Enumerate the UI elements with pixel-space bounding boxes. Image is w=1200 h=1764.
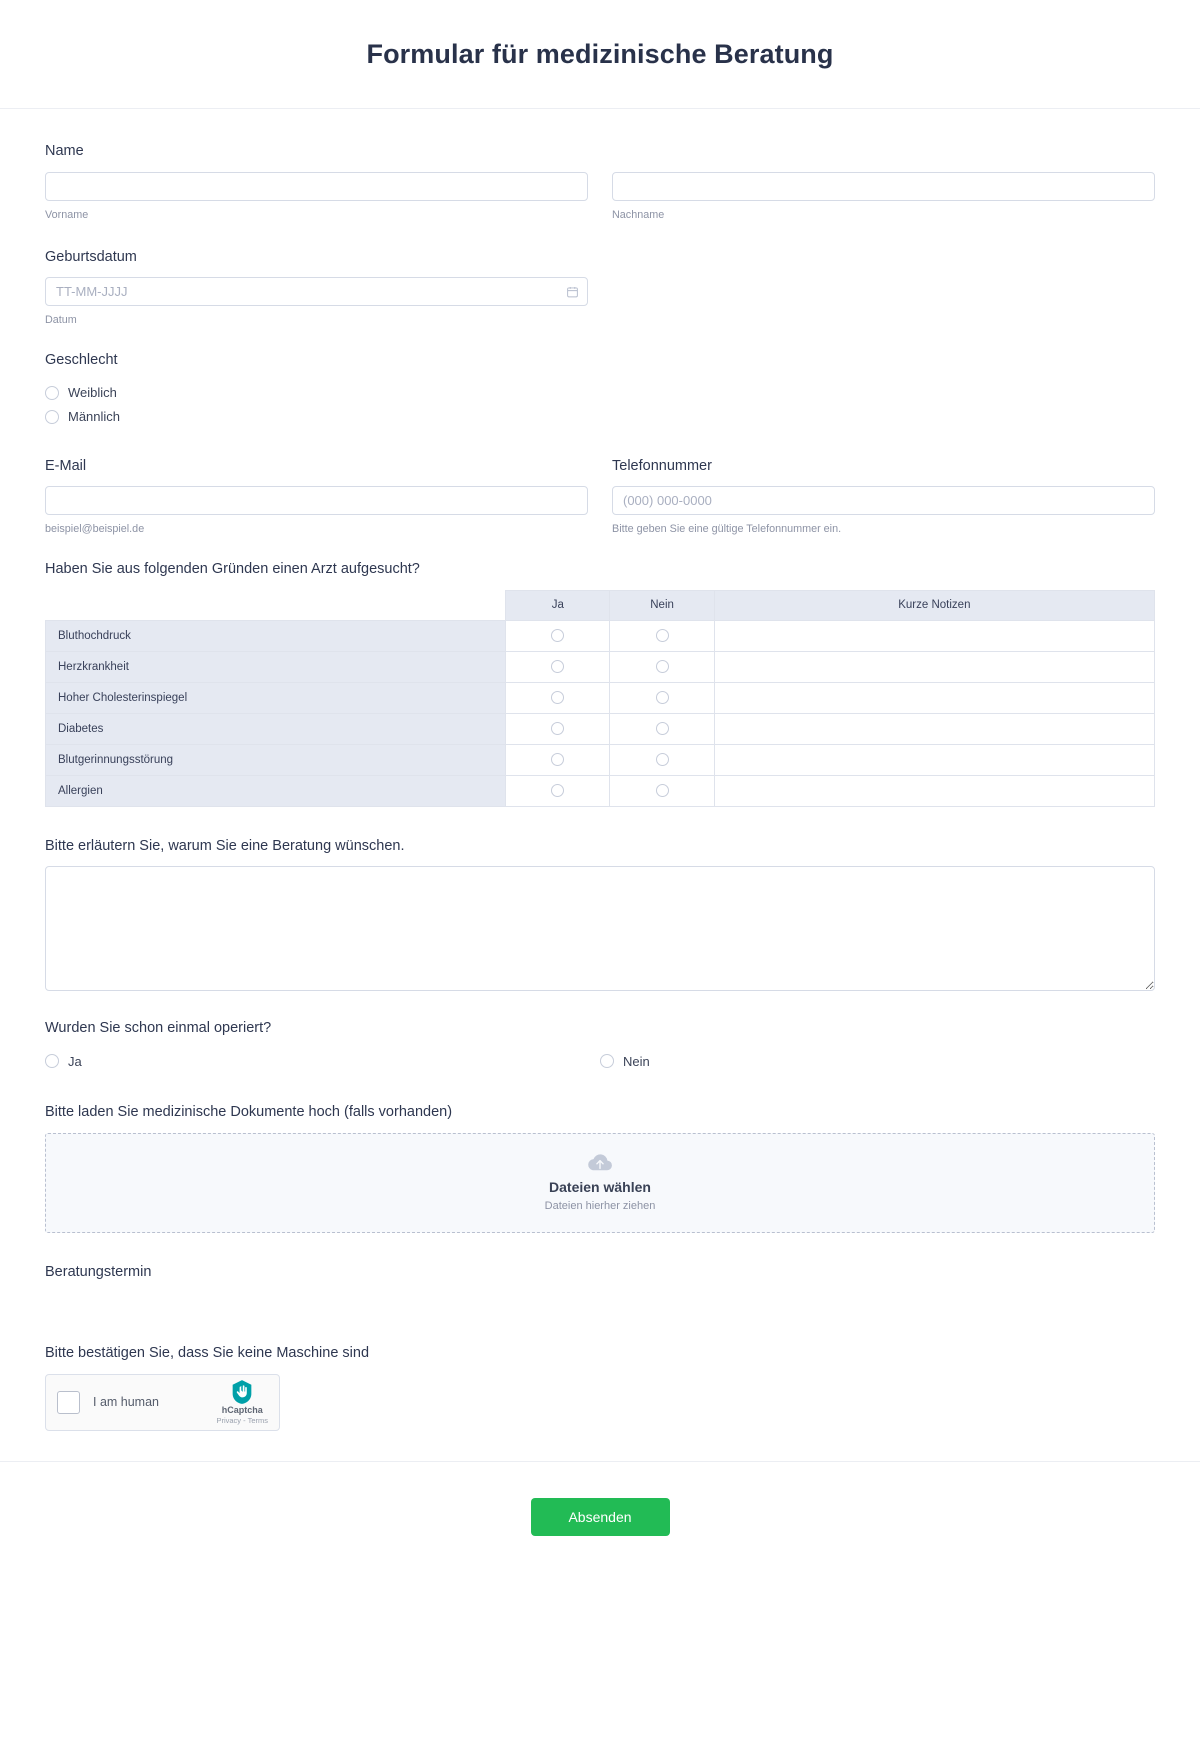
birthdate-group (45, 277, 588, 327)
page-title: Formular für medizinische Beratung (366, 38, 834, 69)
field-contact (45, 457, 1155, 537)
matrix-cell-ja[interactable] (506, 620, 610, 651)
matrix-corner-cell (46, 590, 506, 620)
surgery-option-label: Nein (623, 1053, 650, 1069)
radio-icon[interactable] (551, 753, 564, 766)
matrix-cell-nein[interactable] (610, 620, 714, 651)
matrix-cell-nein[interactable] (610, 744, 714, 775)
matrix-row-label: Blutgerinnungsstörung (46, 744, 506, 775)
reason-textarea[interactable] (45, 866, 1155, 991)
field-appointment (45, 1263, 1155, 1311)
matrix-cell-nein[interactable] (610, 775, 714, 806)
first-name-input[interactable] (45, 172, 588, 201)
matrix-row-label: Diabetes (46, 713, 506, 744)
field-birthdate (45, 248, 1155, 328)
last-name-sublabel: Nachname (612, 208, 665, 221)
table-row (46, 713, 1155, 744)
radio-icon[interactable] (45, 1054, 59, 1068)
hcaptcha-brand (216, 1379, 268, 1425)
hcaptcha-widget[interactable] (45, 1374, 280, 1431)
gender-option-label: Weiblich (68, 385, 117, 401)
table-row (46, 682, 1155, 713)
email-group (45, 457, 588, 537)
matrix-cell-ja[interactable] (506, 651, 610, 682)
matrix-col-ja: Ja (506, 590, 610, 620)
radio-icon[interactable] (551, 691, 564, 704)
surgery-label: Wurden Sie schon einmal operiert? (45, 1020, 272, 1037)
field-captcha (45, 1344, 1155, 1431)
last-name-group (612, 172, 1155, 222)
birthdate-input[interactable] (45, 277, 588, 306)
phone-label: Telefonnummer (612, 457, 712, 474)
radio-icon[interactable] (551, 660, 564, 673)
matrix-cell-nein[interactable] (610, 651, 714, 682)
radio-icon[interactable] (45, 410, 59, 424)
field-surgery (45, 1019, 1155, 1073)
matrix-cell-notes[interactable] (714, 651, 1154, 682)
matrix-cell-nein[interactable] (610, 713, 714, 744)
hcaptcha-logo-icon (229, 1379, 255, 1405)
matrix-cell-notes[interactable] (714, 775, 1154, 806)
matrix-cell-ja[interactable] (506, 775, 610, 806)
email-label: E-Mail (45, 457, 87, 474)
radio-icon[interactable] (45, 386, 59, 400)
matrix-col-notes: Kurze Notizen (714, 590, 1154, 620)
last-name-input[interactable] (612, 172, 1155, 201)
phone-group (612, 457, 1155, 537)
radio-icon[interactable] (600, 1054, 614, 1068)
upload-label: Bitte laden Sie medizinische Dokumente hoch (falls vorhanden) (45, 1104, 453, 1121)
table-row (46, 651, 1155, 682)
table-row (46, 744, 1155, 775)
radio-icon[interactable] (551, 722, 564, 735)
first-name-sublabel: Vorname (45, 208, 89, 221)
radio-icon[interactable] (656, 629, 669, 642)
table-row (46, 620, 1155, 651)
matrix-cell-notes[interactable] (714, 682, 1154, 713)
upload-button-text[interactable]: Dateien wählen (549, 1179, 651, 1196)
captcha-label: Bitte bestätigen Sie, dass Sie keine Maschine sind (45, 1345, 370, 1362)
radio-icon[interactable] (551, 784, 564, 797)
radio-icon[interactable] (656, 660, 669, 673)
birthdate-label: Geburtsdatum (45, 248, 137, 265)
radio-icon[interactable] (656, 753, 669, 766)
gender-option-maennlich[interactable] (45, 405, 1155, 429)
surgery-option-ja[interactable] (45, 1049, 600, 1073)
hcaptcha-checkbox-label: I am human (93, 1395, 160, 1410)
first-name-group (45, 172, 588, 222)
gender-option-weiblich[interactable] (45, 381, 1155, 405)
matrix-cell-notes[interactable] (714, 620, 1154, 651)
form-header (0, 0, 1200, 109)
radio-icon[interactable] (551, 629, 564, 642)
matrix-cell-ja[interactable] (506, 713, 610, 744)
upload-drop-text: Dateien hierher ziehen (544, 1200, 656, 1213)
matrix-cell-notes[interactable] (714, 744, 1154, 775)
cloud-upload-icon (587, 1153, 613, 1173)
radio-icon[interactable] (656, 691, 669, 704)
appointment-label: Beratungstermin (45, 1263, 152, 1280)
matrix-row-label: Herzkrankheit (46, 651, 506, 682)
gender-label: Geschlecht (45, 352, 118, 369)
hcaptcha-terms-link[interactable]: Privacy - Terms (216, 1416, 268, 1426)
field-condition-matrix (45, 560, 1155, 807)
field-gender (45, 351, 1155, 429)
surgery-option-nein[interactable] (600, 1049, 1155, 1073)
hcaptcha-checkbox[interactable] (57, 1391, 80, 1414)
table-row (46, 775, 1155, 806)
matrix-row-label: Hoher Cholesterinspiegel (46, 682, 506, 713)
surgery-option-label: Ja (68, 1053, 82, 1069)
radio-icon[interactable] (656, 784, 669, 797)
hcaptcha-brand-name: hCaptcha (221, 1405, 263, 1416)
submit-button[interactable]: Absenden (531, 1498, 670, 1536)
matrix-cell-notes[interactable] (714, 713, 1154, 744)
email-input[interactable] (45, 486, 588, 515)
matrix-header-row (46, 590, 1155, 620)
file-dropzone[interactable] (45, 1133, 1155, 1233)
email-sublabel: beispiel@beispiel.de (45, 523, 145, 536)
form-body (0, 109, 1200, 1431)
phone-sublabel: Bitte geben Sie eine gültige Telefonnummer ein. (612, 523, 842, 536)
matrix-cell-ja[interactable] (506, 682, 610, 713)
matrix-row-label: Bluthochdruck (46, 620, 506, 651)
form-footer (0, 1461, 1200, 1576)
matrix-cell-nein[interactable] (610, 682, 714, 713)
matrix-cell-ja[interactable] (506, 744, 610, 775)
matrix-question: Haben Sie aus folgenden Gründen einen Arzt aufgesucht? (45, 561, 420, 578)
birthdate-spacer (612, 277, 1155, 327)
field-upload (45, 1103, 1155, 1233)
radio-icon[interactable] (656, 722, 669, 735)
field-reason (45, 837, 1155, 992)
gender-option-label: Männlich (68, 409, 121, 425)
birthdate-sublabel: Datum (45, 314, 77, 327)
appointment-input-area[interactable] (45, 1292, 1155, 1310)
phone-input[interactable] (612, 486, 1155, 515)
matrix-row-label: Allergien (46, 775, 506, 806)
field-name (45, 142, 1155, 222)
name-label: Name (45, 143, 84, 159)
reason-label: Bitte erläutern Sie, warum Sie eine Beratung wünschen. (45, 837, 405, 854)
condition-matrix-table (45, 590, 1155, 807)
matrix-col-nein: Nein (610, 590, 714, 620)
